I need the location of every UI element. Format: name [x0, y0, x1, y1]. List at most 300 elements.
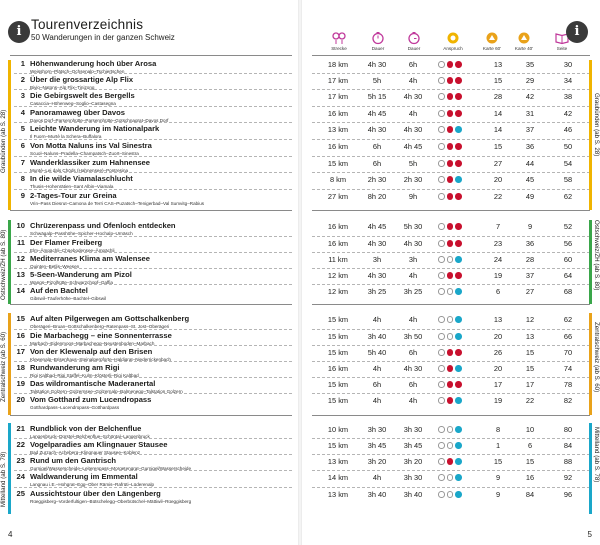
tour-route: Gibswil–Täuferhöhe–Bachtel–Gibswil	[30, 295, 107, 301]
row-separator-left	[14, 361, 292, 362]
tour-route: Weisshorn–Plätsch–Ochsenalp–Tschiertschen	[30, 68, 125, 74]
tour-dur2: 4h	[408, 109, 418, 118]
section-rule-left	[10, 210, 292, 211]
tour-name[interactable]: In die wilde Viamalaschlucht	[30, 174, 133, 183]
difficulty-dots	[438, 176, 472, 184]
difficulty-dot-filled	[447, 381, 454, 388]
tour-route: Oberägeri–Bruan–Gottschalkenberg–Ratenpass–St. Jost–Oberägeri	[30, 323, 170, 329]
tour-k1: 8	[495, 425, 501, 434]
tour-k1: 22	[493, 192, 503, 201]
difficulty-dots	[438, 442, 472, 450]
tour-route: Rigi Kaltbad–Rigi Staffel–Kulm–Klösterli–Rigi Kaltbad	[30, 372, 139, 378]
tour-route: Bad Zurzach–Acheberg–Klingnauer Stausee–Koblenz	[30, 449, 141, 455]
tour-name[interactable]: Die Gebirgswelt des Bergells	[30, 91, 135, 100]
tour-name[interactable]: Chrüzerenpass und Ofenloch entdecken	[30, 221, 176, 230]
tour-row-right	[300, 380, 580, 389]
row-separator-right	[312, 106, 590, 107]
tour-name[interactable]: Das wildromantische Maderanertal	[30, 379, 156, 388]
tour-k1: 1	[495, 441, 501, 450]
difficulty-dot-filled	[438, 256, 445, 263]
row-separator-left	[14, 252, 292, 253]
map-60-icon	[485, 31, 499, 45]
difficulty-dot-filled	[455, 160, 462, 167]
tour-k2: 44	[525, 159, 535, 168]
col-header-dauer-down: Dauer	[407, 46, 421, 51]
tour-dur1: 4h 45	[367, 222, 387, 231]
difficulty-dot-filled	[438, 491, 445, 498]
difficulty-dot-filled	[438, 365, 445, 372]
tour-row-right	[300, 441, 580, 450]
tour-row-right	[300, 109, 580, 118]
tour-dist: 12 km	[327, 287, 349, 296]
section-label-right: Ostschweiz/ZH (ab S. 80)	[593, 220, 600, 291]
section-rule-left	[10, 304, 292, 305]
row-separator-left	[14, 438, 292, 439]
section-rule-right	[312, 304, 590, 305]
difficulty-dot-filled	[455, 223, 462, 230]
tour-k1: 9	[495, 473, 501, 482]
tour-dist: 17 km	[327, 76, 349, 85]
tour-name[interactable]: Der Flamer Freiberg	[30, 238, 103, 247]
tour-page: 54	[563, 159, 573, 168]
tour-page: 80	[563, 425, 573, 434]
row-separator-right	[312, 284, 590, 285]
difficulty-dot-filled	[455, 349, 462, 356]
difficulty-dots	[438, 491, 472, 499]
difficulty-dot-empty	[447, 474, 454, 481]
tour-name[interactable]: Aussichtstour über den Längenberg	[30, 489, 161, 498]
difficulty-dots	[438, 193, 472, 201]
tour-dur2: 4h 30	[403, 92, 423, 101]
tour-page: 84	[563, 441, 573, 450]
difficulty-dot-filled	[447, 349, 454, 356]
section-label-right: Graubünden (ab S. 28)	[593, 93, 600, 157]
tour-page: 42	[563, 109, 573, 118]
map-40-icon	[517, 31, 531, 45]
tour-dur1: 3h 30	[367, 425, 387, 434]
difficulty-dot-filled	[447, 272, 454, 279]
difficulty-dot-filled	[438, 176, 445, 183]
section-rule-right	[312, 210, 590, 211]
difficulty-dots	[438, 77, 472, 85]
col-header-strecke: Strecke	[331, 46, 347, 51]
section-label-right: Zentralschweiz (ab S. 60)	[593, 322, 600, 393]
row-separator-right	[312, 470, 590, 471]
tour-row-right	[300, 271, 580, 280]
tour-k2: 84	[525, 490, 535, 499]
book-gutter	[298, 0, 302, 545]
tour-dist: 14 km	[327, 473, 349, 482]
tour-dist: 12 km	[327, 271, 349, 280]
tour-route: Langnau i.E.–Hohgrat–Egg–Ober Rämis–Rafrüti–Lüderenalp	[30, 481, 155, 487]
tour-k2: 15	[525, 348, 535, 357]
difficulty-dot-filled	[438, 458, 445, 465]
tour-page: 60	[563, 255, 573, 264]
tour-dur1: 3h 40	[367, 332, 387, 341]
tour-dur1: 6h	[372, 159, 382, 168]
tour-row-right	[300, 490, 580, 499]
tour-k1: 14	[493, 125, 503, 134]
difficulty-dot-empty	[455, 365, 462, 372]
tour-k1: 20	[493, 364, 503, 373]
tour-route: Thusis–Hohenrätien–Sant Albin–Viamala	[30, 183, 114, 189]
tour-name[interactable]: 2-Tages-Tour zur Greina	[30, 191, 117, 200]
difficulty-dots	[438, 333, 472, 341]
tour-number: 22	[16, 440, 25, 449]
difficulty-dot-filled	[447, 397, 454, 404]
tour-k2: 17	[525, 380, 535, 389]
difficulty-dot-filled	[455, 143, 462, 150]
tour-name[interactable]: Rundblick von der Belchenflue	[30, 424, 142, 433]
row-separator-left	[14, 487, 292, 488]
difficulty-dot-filled	[455, 272, 462, 279]
tour-dur1: 4h 30	[367, 271, 387, 280]
tour-name[interactable]: Vogelparadies am Klingnauer Stausee	[30, 440, 168, 449]
tour-dur2: 4h 30	[403, 125, 423, 134]
tour-dur2: 4h	[408, 315, 418, 324]
tour-name[interactable]: Rundwanderung am Rigi	[30, 363, 120, 372]
row-separator-right	[312, 252, 590, 253]
tour-k2: 12	[525, 315, 535, 324]
row-separator-right	[312, 122, 590, 123]
tour-k2: 37	[525, 271, 535, 280]
tour-dist: 10 km	[327, 425, 349, 434]
tour-k2: 6	[527, 441, 533, 450]
tour-name[interactable]: Höhenwanderung hoch über Arosa	[30, 59, 157, 68]
tour-k1: 13	[493, 315, 503, 324]
tour-page: 52	[563, 222, 573, 231]
tour-number: 19	[16, 379, 25, 388]
difficulty-dot-filled	[447, 77, 454, 84]
row-separator-right	[312, 377, 590, 378]
difficulty-dot-filled	[438, 381, 445, 388]
tour-dur1: 3h	[372, 255, 382, 264]
row-separator-left	[14, 345, 292, 346]
row-separator-right	[312, 361, 590, 362]
tour-page: 78	[563, 380, 573, 389]
difficulty-dot-empty	[455, 256, 462, 263]
col-header-anspruch: Anspruch	[443, 46, 463, 51]
row-separator-left	[14, 172, 292, 173]
tour-name[interactable]: Vom Gotthard zum Lucendropass	[30, 395, 152, 404]
tour-dist: 15 km	[327, 380, 349, 389]
tour-name[interactable]: Von Motta Naluns ins Val Sinestra	[30, 141, 152, 150]
difficulty-dot-empty	[455, 491, 462, 498]
difficulty-dot-empty	[447, 442, 454, 449]
difficulty-dot-filled	[447, 61, 454, 68]
difficulty-dot-filled	[447, 176, 454, 183]
tour-route: Marbach–Eidenmoos–Marbachegg–Neustenboden–Marbach	[30, 340, 155, 346]
row-separator-left	[14, 284, 292, 285]
row-separator-left	[14, 329, 292, 330]
tour-page: 66	[563, 332, 573, 341]
tour-row-right	[300, 255, 580, 264]
tour-k1: 14	[493, 109, 503, 118]
row-separator-right	[312, 438, 590, 439]
tour-k2: 15	[525, 364, 535, 373]
tour-dur1: 6h	[372, 142, 382, 151]
tour-k1: 20	[493, 332, 503, 341]
page-title: Tourenverzeichnis	[31, 17, 144, 32]
difficulty-dot-empty	[447, 426, 454, 433]
tour-number: 14	[16, 286, 25, 295]
tour-number: 25	[16, 489, 25, 498]
tour-dur1: 4h	[372, 315, 382, 324]
difficulty-dots	[438, 474, 472, 482]
tour-row-right	[300, 60, 580, 69]
tour-dist: 13 km	[327, 125, 349, 134]
tour-dist: 15 km	[327, 441, 349, 450]
difficulty-dots	[438, 365, 472, 373]
tour-row-right	[300, 287, 580, 296]
row-separator-right	[312, 172, 590, 173]
row-separator-right	[312, 156, 590, 157]
tour-number: 1	[20, 59, 25, 68]
col-header-karte-60: Karte 60'	[482, 46, 502, 51]
tour-k1: 7	[495, 222, 501, 231]
row-separator-left	[14, 73, 292, 74]
tour-number: 4	[20, 108, 25, 117]
tour-page: 62	[563, 192, 573, 201]
tour-page: 92	[563, 473, 573, 482]
tour-name[interactable]: Auf alten Pilgerwegen am Gottschalkenberg	[30, 314, 190, 323]
tour-number: 16	[16, 331, 25, 340]
tour-dur2: 3h 30	[403, 425, 423, 434]
tour-number: 20	[16, 395, 25, 404]
tour-k1: 15	[493, 457, 503, 466]
section-bar-right	[589, 423, 592, 514]
difficulty-dots	[438, 316, 472, 324]
difficulty-dot-filled	[438, 272, 445, 279]
tour-row-right	[300, 175, 580, 184]
tour-name[interactable]: Die Marbachegg – eine Sonnenterrasse	[30, 331, 172, 340]
tour-dur2: 6h	[408, 380, 418, 389]
tour-dist: 11 km	[328, 255, 348, 264]
tour-name[interactable]: Panoramaweg über Davos	[30, 108, 125, 117]
row-separator-left	[14, 122, 292, 123]
row-separator-right	[312, 345, 590, 346]
row-separator-right	[312, 236, 590, 237]
row-separator-right	[312, 189, 590, 190]
difficulty-dots	[438, 126, 472, 134]
col-header-dauer-up: Dauer	[371, 46, 385, 51]
row-separator-right	[312, 73, 590, 74]
tour-dist: 27 km	[327, 192, 349, 201]
tour-dist: 16 km	[327, 142, 349, 151]
tour-page: 30	[563, 60, 573, 69]
section-label-left: Ostschweiz/ZH (ab S. 80)	[0, 229, 7, 300]
section-bar-right	[589, 313, 592, 415]
difficulty-dot-filled	[455, 193, 462, 200]
tour-row-right	[300, 159, 580, 168]
tour-number: 9	[20, 191, 25, 200]
stopwatch-up-icon	[371, 31, 385, 45]
tour-page: 38	[563, 92, 573, 101]
col-header-seite: Seite	[556, 46, 568, 51]
difficulty-dot-empty	[455, 426, 462, 433]
stopwatch-down-icon	[407, 31, 421, 45]
tour-route: Langenbruck–Dürstel–Belchenflue–Schöntal–Langenbruck	[30, 433, 150, 439]
tour-page: 96	[563, 490, 573, 499]
tour-row-right	[300, 76, 580, 85]
difficulty-dot-filled	[438, 110, 445, 117]
tour-route: Gurnigel/Wasserscheide–Leiterenpass–Morgetengrat–Gurnigel/Wasserscheide	[30, 465, 192, 471]
tour-number: 12	[16, 254, 25, 263]
section-label-left: Zentralschweiz (ab S. 60)	[0, 331, 7, 402]
tour-k2: 37	[525, 125, 535, 134]
tour-dur2: 4h	[408, 271, 418, 280]
tour-dur1: 3h 20	[367, 457, 387, 466]
tour-dur1: 3h 45	[367, 441, 387, 450]
section-bar-left	[8, 220, 11, 304]
tour-page: 62	[563, 315, 573, 324]
row-separator-left	[14, 106, 292, 107]
tour-dist: 15 km	[327, 396, 349, 405]
tour-row-right	[300, 348, 580, 357]
tour-k1: 19	[493, 396, 503, 405]
tour-dist: 13 km	[327, 490, 349, 499]
difficulty-dot-filled	[455, 110, 462, 117]
difficulty-dots	[438, 61, 472, 69]
tour-k1: 9	[495, 490, 501, 499]
tour-dur2: 4h 30	[403, 364, 423, 373]
header-rule-right	[312, 55, 590, 56]
tour-name[interactable]: Rund um den Gantrisch	[30, 456, 117, 465]
tour-dist: 16 km	[327, 222, 349, 231]
row-separator-right	[312, 139, 590, 140]
difficulty-dot-filled	[438, 316, 445, 323]
tour-k2: 36	[525, 142, 535, 151]
tour-dur2: 4h 45	[403, 142, 423, 151]
tour-dur1: 4h	[372, 364, 382, 373]
tour-dur2: 3h 40	[403, 490, 423, 499]
tour-k2: 28	[525, 255, 535, 264]
tour-dur2: 3h 50	[403, 332, 423, 341]
tour-dur1: 3h 40	[367, 490, 387, 499]
tour-dist: 13 km	[327, 457, 349, 466]
difficulty-dot-empty	[455, 288, 462, 295]
row-separator-right	[312, 487, 590, 488]
tour-dist: 16 km	[327, 239, 349, 248]
tour-dur2: 9h	[408, 192, 418, 201]
tour-k1: 6	[495, 287, 501, 296]
tour-dur2: 6h	[408, 60, 418, 69]
tour-row-right	[300, 364, 580, 373]
tour-dur1: 4h 30	[367, 60, 387, 69]
tour-row-right	[300, 142, 580, 151]
tour-number: 11	[16, 238, 25, 247]
tour-route: Davos Dorf–Parsennhütte–Parsennhütte–Gotschnagrat–Davos Dorf	[30, 117, 169, 123]
col-header-karte-40: Karte 40'	[514, 46, 534, 51]
tour-number: 10	[16, 221, 25, 230]
difficulty-dots	[438, 288, 472, 296]
difficulty-dots	[438, 458, 472, 466]
tour-name[interactable]: Leichte Wanderung im Nationalpark	[30, 124, 160, 133]
tour-dur2: 3h 20	[403, 457, 423, 466]
tour-row-right	[300, 222, 580, 231]
tour-number: 8	[20, 174, 25, 183]
tour-page: 46	[563, 125, 573, 134]
tour-dur2: 4h	[408, 396, 418, 405]
tour-row-right	[300, 315, 580, 324]
tour-page: 88	[563, 457, 573, 466]
tour-page: 68	[563, 287, 573, 296]
tour-k2: 16	[525, 473, 535, 482]
difficulty-dot-filled	[438, 474, 445, 481]
difficulty-dot-filled	[438, 288, 445, 295]
tour-name[interactable]: Waldwanderung im Emmental	[30, 472, 138, 481]
row-separator-left	[14, 89, 292, 90]
section-label-left: Mittelland (ab S. 78)	[0, 451, 7, 507]
tour-dist: 15 km	[327, 348, 349, 357]
row-separator-left	[14, 268, 292, 269]
difficulty-dot-filled	[438, 193, 445, 200]
difficulty-dots	[438, 223, 472, 231]
difficulty-dot-filled	[447, 193, 454, 200]
tour-k2: 27	[525, 287, 535, 296]
tour-k1: 23	[493, 239, 503, 248]
tour-dist: 16 km	[327, 364, 349, 373]
tour-route: Klewenalp–Brisenhaus–Steinalperpforte–Haldigrat–Niederrickenbach	[30, 356, 171, 362]
difficulty-dot-filled	[455, 61, 462, 68]
tour-dur2: 5h	[408, 159, 418, 168]
difficulty-dot-filled	[447, 223, 454, 230]
difficulty-dot-filled	[447, 93, 454, 100]
tour-number: 18	[16, 363, 25, 372]
difficulty-dot-filled	[447, 160, 454, 167]
tour-name[interactable]: Wanderklassiker zum Hahnensee	[30, 158, 151, 167]
difficulty-dot-empty	[447, 316, 454, 323]
tour-dur2: 5h 30	[403, 222, 423, 231]
tour-k1: 20	[493, 175, 503, 184]
difficulty-dot-filled	[438, 442, 445, 449]
tour-dur2: 4h	[408, 76, 418, 85]
difficulty-dot-empty	[455, 397, 462, 404]
tour-name[interactable]: Von der Klewenalp auf den Brisen	[30, 347, 153, 356]
tour-dur2: 3h 25	[403, 287, 423, 296]
tour-name[interactable]: Auf den Bachtel	[30, 286, 88, 295]
tour-k2: 49	[525, 192, 535, 201]
difficulty-dot-empty	[447, 288, 454, 295]
tour-row-right	[300, 457, 580, 466]
row-separator-right	[312, 454, 590, 455]
difficulty-dots	[438, 143, 472, 151]
distance-icon	[332, 31, 346, 45]
tour-route: Scuol–Naluns–Pradella–Champatsch–Zuort–Sinestra	[30, 150, 139, 156]
row-separator-left	[14, 377, 292, 378]
difficulty-dot-filled	[438, 426, 445, 433]
tour-dur1: 4h 30	[367, 239, 387, 248]
difficulty-dot-empty	[455, 474, 462, 481]
tour-route: Talstation Golzern–Golzernsee–Golzernalp–Balmenegg–Talstation Golzern	[30, 388, 183, 394]
row-separator-left	[14, 236, 292, 237]
tour-page: 74	[563, 364, 573, 373]
tour-dist: 16 km	[327, 109, 349, 118]
section-bar-left	[8, 60, 11, 210]
tour-dur2: 3h 45	[403, 441, 423, 450]
difficulty-dot-filled	[447, 126, 454, 133]
difficulty-dot-empty	[447, 256, 454, 263]
tour-name[interactable]: Mediterranes Klima am Walensee	[30, 254, 151, 263]
difficulty-dot-filled	[438, 223, 445, 230]
tour-name[interactable]: Über die grossartige Alp Flix	[30, 75, 134, 84]
tour-name[interactable]: 5-Seen-Wanderung am Pizol	[30, 270, 132, 279]
difficulty-dot-filled	[455, 381, 462, 388]
difficulty-dot-empty	[447, 333, 454, 340]
page-number-left: 4	[8, 530, 13, 539]
difficulty-dot-empty	[455, 442, 462, 449]
tour-dist: 8 km	[329, 175, 346, 184]
